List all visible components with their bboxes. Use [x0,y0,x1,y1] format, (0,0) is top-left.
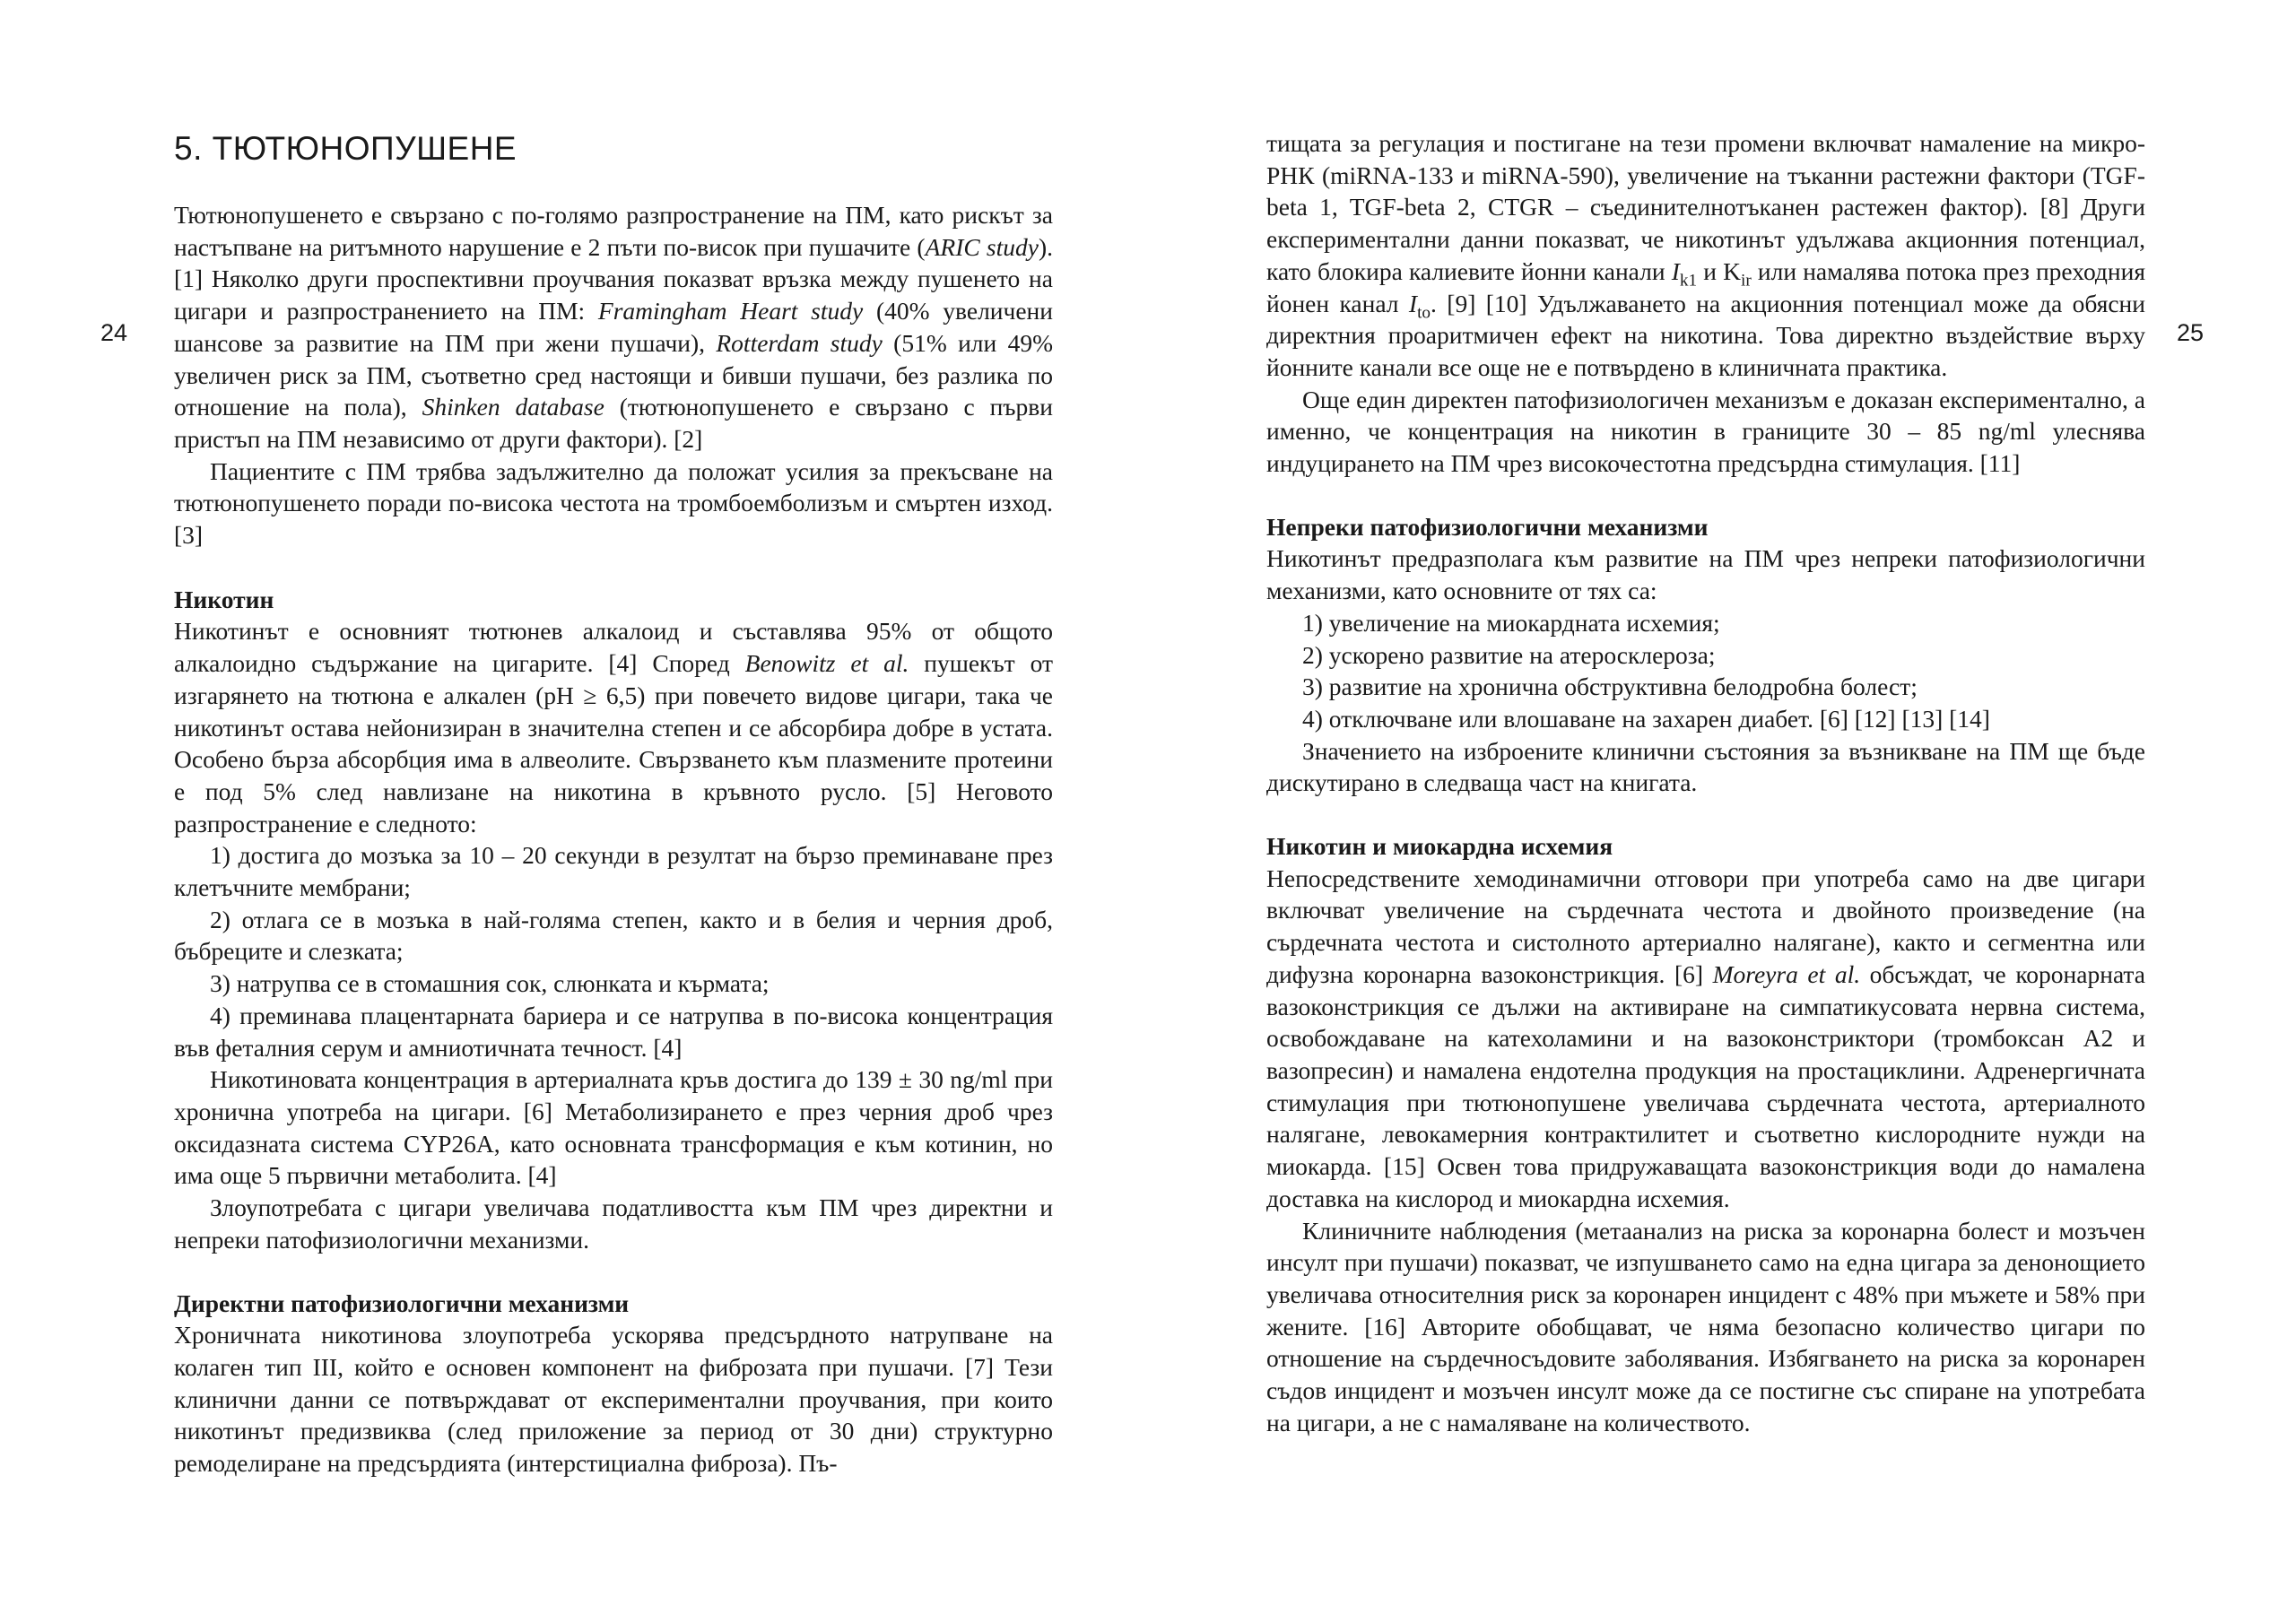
abuse-paragraph: Злоупотребата с цигари увеличава податливостта към ПМ чрез директни и непреки патофизиологични механизми. [174,1193,1053,1254]
direct-mechanisms-paragraph: Хроничната никотинова злоупотреба ускорява предсърдното натрупване на колаген тип III, който е основен компонент на фиброзата при пушачи. [7] Тези клинични данни се потвърждават от експериментални проучвания, при които никотинът предизвиква (след приложение за период от 30 дни) структурно ремоделиране на предсърдията (интерстициална фиброза). Пъ- [174,1321,1053,1478]
left-page-column [174,129,1053,1480]
direct-mechanisms-heading: Директни патофизиологични механизми [174,1289,630,1317]
list-item: 1) достига до мозъка за 10 – 20 секунди в резултат на бързо преминаване през клетъчните мембрани; [174,841,1053,902]
continuation-paragraph: тищата за регулация и постигане на тези промени включват намаление на микро-РНК (miRNA-133 и miRNA-590), увеличение на тъканни растежни фактори (TGF-beta 1, TGF-beta 2, CTGR – съединителнотъканен растежен фактор). [8] Други експериментални данни показват, че никотинът удължава акционния потенциал, като блокира калиевите йонни канали $I_{k1}$ и $K_{ir}$ или намалява потока през преходния йонен канал $I_{to}$. [9] [10] Удължаването на акционния потенциал може да обясни директния проаритмичен ефект на никотина. Това директно въздействие върху йонните канали все още не е потвърдено в клиничната практика. [1266,129,2145,381]
list-item: 3) натрупва се в стомашния сок, слюнката и кърмата; [210,969,770,998]
page-number-right: 25 [2177,319,2205,346]
list-item: 4) преминава плацентарната бариера и се натрупва в по-висока концентрация във феталния серум и амниотичната течност. [4] [174,1001,1053,1062]
list-item: 2) отлага се в мозъка в най-голяма степен, както и в белия и черния дроб, бъбреците и слезката; [174,905,1053,966]
list-item: 2) ускорено развитие на атеросклероза; [1302,640,1716,669]
nicotine-paragraph: Никотинът е основният тютюнев алкалоид и съставлява 95% от общото алкалоидно съдържание на цигарите. [4] Според Benowitz et al. пушекът от изгарянето на тютюна е алкален (pH ≥ 6,5) при повечето видове цигари, така че никотинът остава нейонизиран в значителна степен и се абсорбира добре в устата. Особено бърза абсорбция има в алвеолите. Свързването към плазмените протеини е под 5% след навлизане на никотина в кръвното русло. [5] Неговото разпространение е следното: [174,617,1053,837]
indirect-mechanisms-paragraph: Никотинът предразполага към развитие на ПМ чрез непреки патофизиологични механизми, като основните от тях са: [1266,544,2145,605]
nicotine-heading: Никотин [174,585,274,613]
intro-paragraph: Тютюнопушенето е свързано с по-голямо разпространение на ПМ, като рискът за настъпване на ритъмното нарушение е 2 пъти по-висок при пушачите (ARIC study). [1] Няколко други проспективни проучвания показват връзка между пушенето на цигари и разпространението на ПМ: Framingham Heart study (40% увеличени шансове за развитие на ПМ при жени пушачи), Rotterdam study (51% или 49% увеличен риск за ПМ, съответно сред настоящи и бивши пушачи, без разлика по отношение на пола), Shinken database (тютюнопушенето е свързано с първи пристъп на ПМ независимо от други фактори). [2] [174,201,1053,453]
list-item: 3) развитие на хронична обструктивна белодробна болест; [1302,672,1918,701]
another-mechanism-paragraph: Още един директен патофизиологичен механизъм е доказан експериментално, а именно, че концентрация на никотин в границите 30 – 85 ng/ml улеснява индуцирането на ПМ чрез високочестотна предсърдна стимулация. [11] [1266,385,2145,478]
indirect-mechanisms-heading: Непреки патофизиологични механизми [1266,512,1709,541]
significance-paragraph: Значението на изброените клинични състояния за възникване на ПМ ще бъде дискутирано в следваща част на книгата. [1266,736,2145,797]
right-page-column [1266,127,2145,1438]
patients-paragraph: Пациентите с ПМ трябва задължително да положат усилия за прекъсване на тютюнопушенето поради по-висока честота на тромбоемболизъм и смъртен изход. [3] [174,456,1053,550]
list-item: 1) увеличение на миокардната исхемия; [1302,608,1720,637]
ischemia-paragraph: Непосредствените хемодинамични отговори при употреба само на две цигари включват увеличение на сърдечната честота и двойното произведение (на сърдечната честота и систолното артериално налягане), както и сегментна или дифузна коронарна вазоконстрикция. [6] Moreyra et al. обсъждат, че коронарната вазоконстрикция се дължи на активиране на симпатикусовата нервна система, освобождаване на катехоламини и на вазоконстриктори (тромбоксан А2 и вазопресин) и намалена ендотелна продукция на простациклини. Адренергичната стимулация при тютюнопушене увеличава сърдечната честота, артериалното налягане, левокамерния контрактилитет и съответно кислородните нужди на миокарда. [15] Освен това придружаващата вазоконстрикция води до намалена доставка на кислород и миокардна исхемия. [1266,863,2145,1212]
observations-paragraph: Клиничните наблюдения (метаанализ на риска за коронарна болест и мозъчен инсулт при пушачи) показват, че изпушването само на една цигара за денонощието увеличава относителния риск за коронарен инцидент с 48% при мъжете и 58% при жените. [16] Авторите обобщават, че няма безопасно количество цигари по отношение на сърдечносъдовите заболявания. Избягването на риска за коронарен съдов инцидент и мозъчен инсулт може да се постигне със спиране на употребата на цигари, а не с намаляване на количеството. [1266,1216,2145,1436]
page-number-left: 24 [100,319,128,346]
list-item: 4) отключване или влошаване на захарен диабет. [6] [12] [13] [14] [1302,704,1990,733]
ischemia-heading: Никотин и миокардна исхемия [1266,832,1613,861]
chapter-title: 5. ТЮТЮНОПУШЕНЕ [174,130,517,167]
concentration-paragraph: Никотиновата концентрация в артериалната кръв достига до 139 ± 30 ng/ml при хронична употреба на цигари. [6] Метаболизирането е през черния дроб чрез оксидазната система CYP26A, като основната трансформация е към котинин, но има още 5 първични метаболита. [4] [174,1065,1053,1190]
